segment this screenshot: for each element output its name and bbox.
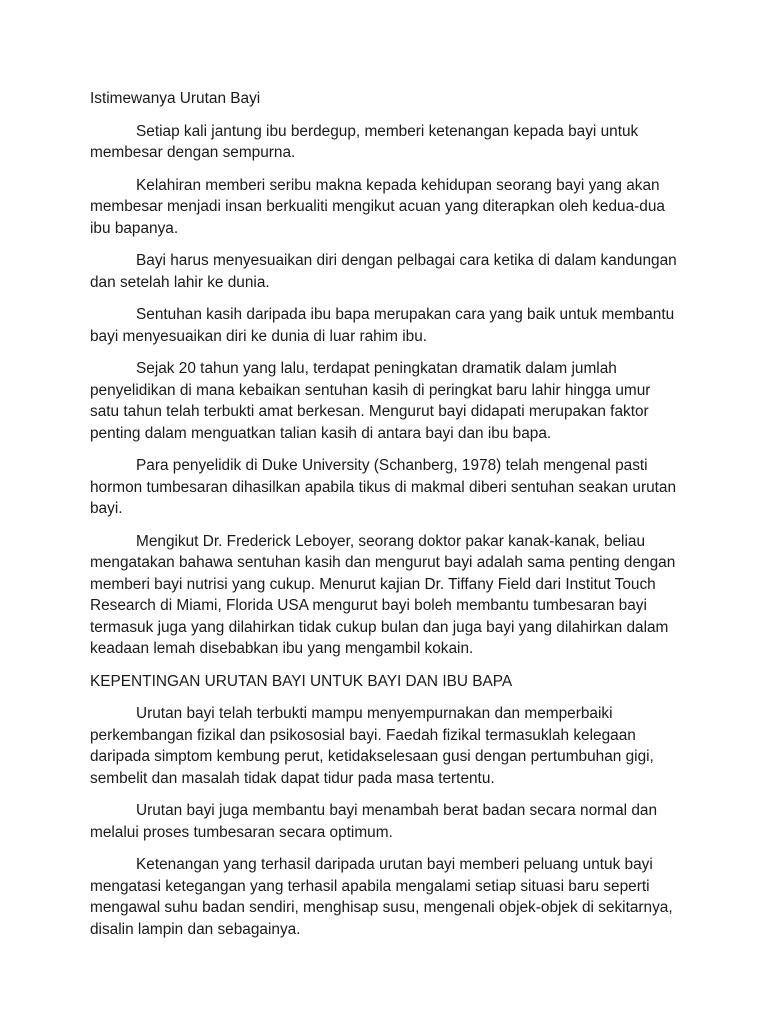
paragraph: Setiap kali jantung ibu berdegup, memberi ketenangan kepada bayi untuk membesar dengan sempurna. bbox=[90, 122, 639, 161]
paragraph: Urutan bayi telah terbukti mampu menyempurnakan dan memperbaiki perkembangan fizikal dan psikososial bayi. Faedah fizikal termasuklah kelegaan daripada simptom kembung perut, ketidakselesaan gusi dengan pertumbuhan gigi, sembelit dan masalah tidak dapat tidur pada masa tertentu. bbox=[90, 705, 654, 787]
paragraph: Para penyelidik di Duke University (Schanberg, 1978) telah mengenal pasti hormon tumbesaran dihasilkan apabila tikus di makmal diberi sentuhan seakan urutan bayi. bbox=[90, 457, 677, 517]
paragraph: Mengikut Dr. Frederick Leboyer, seorang doktor pakar kanak-kanak, beliau mengatakan bahawa sentuhan kasih dan mengurut bayi adalah sama penting dengan memberi bayi nutrisi yang cukup. Menurut kajian Dr. Tiffany Field dari Institut Touch Research di Miami, Florida USA mengurut bayi boleh membantu tumbesaran bayi termasuk juga yang dilahirkan tidak cukup bulan dan juga bayi yang dilahirkan dalam keadaan lemah disebabkan ibu yang mengambil kokain. bbox=[90, 532, 676, 657]
document-page bbox=[90, 88, 682, 951]
paragraph: Bayi harus menyesuaikan diri dengan pelbagai cara ketika di dalam kandungan dan setelah lahir ke dunia. bbox=[90, 252, 677, 291]
section-heading: KEPENTINGAN URUTAN BAYI UNTUK BAYI DAN IBU BAPA bbox=[90, 672, 513, 690]
document-title: Istimewanya Urutan Bayi bbox=[90, 90, 261, 107]
paragraph: Sejak 20 tahun yang lalu, terdapat peningkatan dramatik dalam jumlah penyelidikan di mana kebaikan sentuhan kasih di peringkat baru lahir hingga umur satu tahun telah terbukti amat berkesan. Mengurut bayi didapati merupakan faktor penting dalam menguatkan talian kasih di antara bayi dan ibu bapa. bbox=[90, 360, 651, 442]
paragraph: Sentuhan kasih daripada ibu bapa merupakan cara yang baik untuk membantu bayi menyesuaikan diri ke dunia di luar rahim ibu. bbox=[90, 306, 675, 345]
paragraph: Urutan bayi juga membantu bayi menambah berat badan secara normal dan melalui proses tumbesaran secara optimum. bbox=[90, 802, 658, 841]
paragraph: Kelahiran memberi seribu makna kepada kehidupan seorang bayi yang akan membesar menjadi insan berkualiti mengikut acuan yang diterapkan oleh kedua-dua ibu bapanya. bbox=[90, 176, 665, 237]
paragraph: Ketenangan yang terhasil daripada urutan bayi memberi peluang untuk bayi mengatasi ketegangan yang terhasil apabila mengalami setiap situasi baru seperti mengawal suhu badan sendiri, menghisap susu, mengenali objek-objek di sekitarnya, disalin lampin dan sebagainya. bbox=[90, 856, 673, 938]
